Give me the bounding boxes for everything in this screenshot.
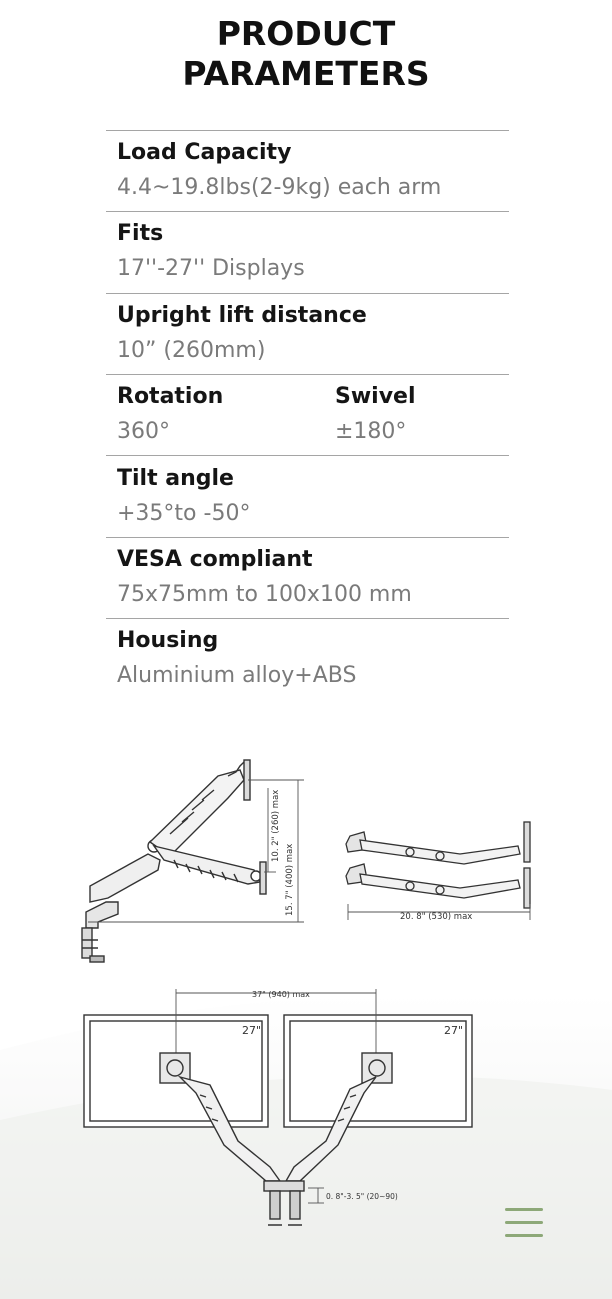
title-line-2: PARAMETERS <box>182 54 430 93</box>
top-view-diagram <box>340 818 540 926</box>
divider <box>106 537 509 538</box>
side-view-diagram <box>78 752 310 970</box>
param-value-vesa: 75x75mm to 100x100 mm <box>117 582 412 607</box>
param-label-rotation: Rotation <box>117 384 224 409</box>
param-value-housing: Aluminium alloy+ABS <box>117 663 357 688</box>
param-value-fits: 17''-27'' Displays <box>117 256 305 281</box>
param-label-upright-lift: Upright lift distance <box>117 303 367 328</box>
param-label-vesa: VESA compliant <box>117 547 313 572</box>
param-value-swivel: ±180° <box>335 419 407 444</box>
param-value-upright-lift: 10” (260mm) <box>117 338 266 363</box>
param-label-fits: Fits <box>117 221 164 246</box>
clamp-range: 0. 8"-3. 5" (20~90) <box>326 1192 398 1201</box>
param-label-load-capacity: Load Capacity <box>117 140 292 165</box>
divider <box>106 211 509 212</box>
param-value-load-capacity: 4.4~19.8lbs(2-9kg) each arm <box>117 175 442 200</box>
param-value-tilt: +35°to -50° <box>117 501 251 526</box>
divider <box>106 293 509 294</box>
param-value-rotation: 360° <box>117 419 170 444</box>
front-dim-width: 37" (940) max <box>252 990 310 999</box>
param-label-housing: Housing <box>117 628 219 653</box>
title-line-1: PRODUCT <box>216 14 396 53</box>
hamburger-menu-icon[interactable] <box>505 1208 543 1240</box>
front-view-diagram <box>80 985 480 1235</box>
page-title <box>0 14 612 94</box>
divider <box>106 374 509 375</box>
side-dim-total: 15. 7" (400) max <box>285 843 295 916</box>
divider <box>106 455 509 456</box>
divider <box>106 618 509 619</box>
param-label-tilt: Tilt angle <box>117 466 234 491</box>
param-label-swivel: Swivel <box>335 384 416 409</box>
monitor-left-size: 27" <box>242 1024 262 1037</box>
top-dim-reach: 20. 8" (530) max <box>400 912 473 922</box>
divider <box>106 130 509 131</box>
monitor-right-size: 27" <box>444 1024 464 1037</box>
side-dim-lift: 10. 2" (260) max <box>271 789 281 862</box>
